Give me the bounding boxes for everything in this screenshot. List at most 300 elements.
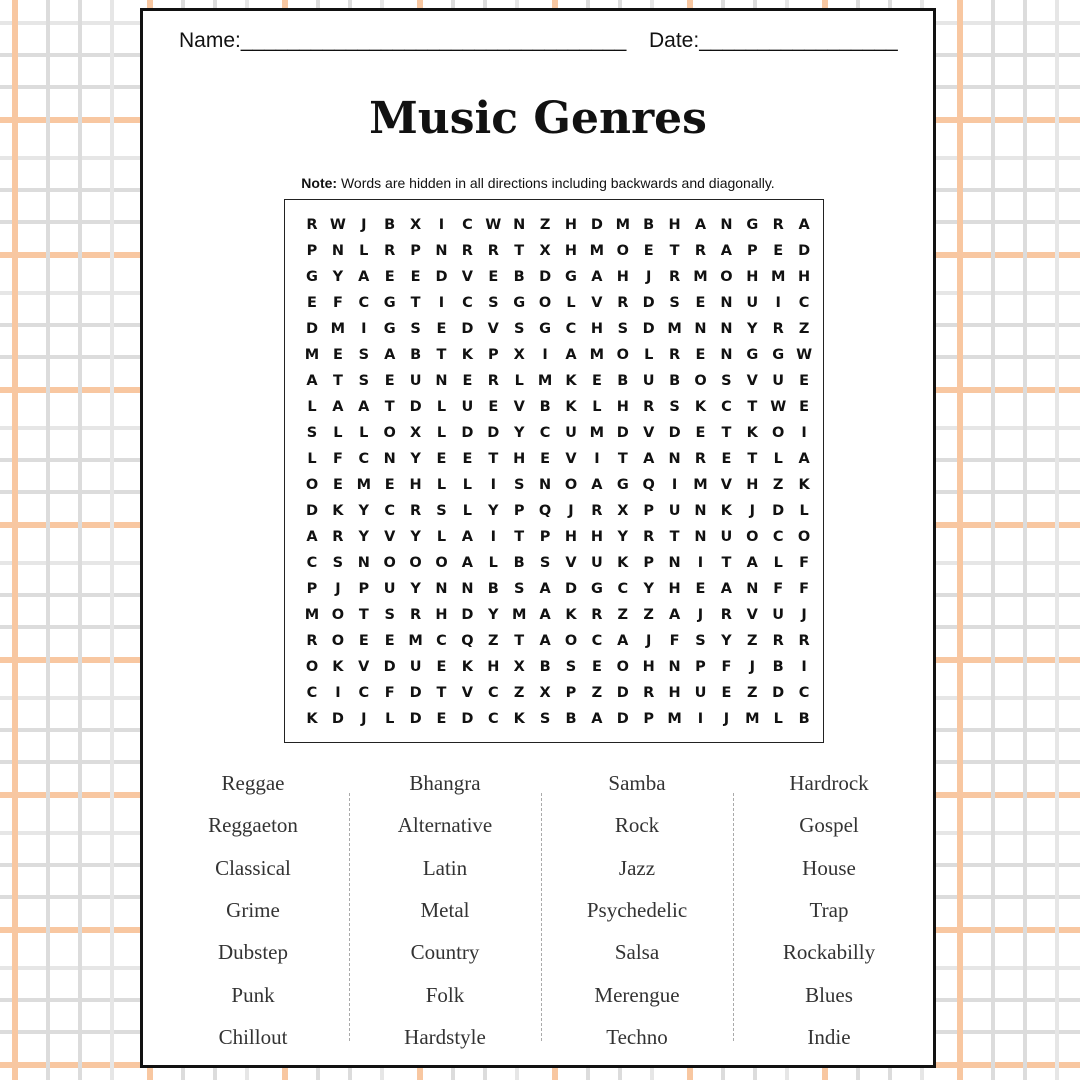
grid-letter[interactable]: E [488,269,499,285]
grid-letter[interactable]: V [565,451,577,467]
grid-letter[interactable]: M [408,633,423,649]
grid-letter[interactable]: D [772,503,785,519]
grid-letter[interactable]: G [539,321,552,337]
grid-letter[interactable]: J [723,711,730,727]
grid-letter[interactable]: U [746,295,759,311]
grid-letter[interactable]: E [799,399,810,415]
grid-letter[interactable]: H [435,607,448,623]
grid-letter[interactable]: G [383,321,396,337]
grid-letter[interactable]: Y [410,529,421,545]
grid-letter[interactable]: U [720,529,733,545]
grid-letter[interactable]: S [436,503,447,519]
grid-letter[interactable]: O [383,425,396,441]
grid-letter[interactable]: E [773,243,784,259]
grid-letter[interactable]: S [539,555,551,571]
grid-letter[interactable]: L [644,347,654,363]
grid-letter[interactable]: D [409,685,422,701]
grid-letter[interactable]: E [462,373,473,389]
grid-letter[interactable]: A [306,529,318,545]
grid-letter[interactable]: D [305,321,319,337]
grid-letter[interactable]: M [693,477,708,493]
grid-letter[interactable]: A [694,217,707,233]
grid-letter[interactable]: C [462,295,473,311]
grid-letter[interactable]: C [617,581,629,597]
grid-letter[interactable]: D [668,425,681,441]
grid-letter[interactable]: P [306,243,318,259]
grid-letter[interactable]: K [461,347,474,363]
grid-letter[interactable]: S [384,607,395,623]
grid-letter[interactable]: F [799,581,810,597]
grid-letter[interactable]: D [435,269,448,285]
grid-letter[interactable]: O [305,659,319,675]
grid-letter[interactable]: E [384,269,395,285]
grid-letter[interactable]: V [720,477,732,493]
grid-letter[interactable]: E [384,477,395,493]
grid-letter[interactable]: W [485,217,502,233]
grid-letter[interactable]: N [435,243,448,259]
grid-letter[interactable]: V [513,399,525,415]
grid-letter[interactable]: B [772,659,784,675]
grid-letter[interactable]: I [697,711,704,727]
grid-letter[interactable]: R [669,347,681,363]
grid-letter[interactable]: C [384,503,396,519]
grid-letter[interactable]: E [695,347,706,363]
grid-letter[interactable]: L [462,477,473,493]
grid-letter[interactable]: H [616,399,629,415]
grid-letter[interactable]: R [669,269,681,285]
grid-letter[interactable]: N [461,581,474,597]
grid-letter[interactable]: J [697,607,704,623]
grid-letter[interactable]: R [591,503,603,519]
grid-letter[interactable]: K [720,503,733,519]
grid-letter[interactable]: P [410,243,421,259]
grid-letter[interactable]: D [539,269,552,285]
grid-letter[interactable]: C [462,217,473,233]
grid-letter[interactable]: Y [358,529,370,545]
grid-letter[interactable]: T [488,451,499,467]
grid-letter[interactable]: E [721,685,732,701]
grid-letter[interactable]: K [306,711,318,727]
grid-letter[interactable]: O [616,243,629,259]
grid-letter[interactable]: O [383,555,396,571]
grid-letter[interactable]: U [772,607,785,623]
grid-letter[interactable]: E [591,373,602,389]
grid-letter[interactable]: E [307,295,317,311]
grid-letter[interactable]: V [565,555,577,571]
grid-letter[interactable]: K [617,555,629,571]
grid-letter[interactable]: O [694,373,707,389]
grid-letter[interactable]: B [617,373,629,389]
grid-letter[interactable]: M [667,711,682,727]
grid-letter[interactable]: W [770,399,787,415]
grid-letter[interactable]: O [564,633,578,649]
grid-letter[interactable]: F [773,581,784,597]
grid-letter[interactable]: Y [747,321,758,337]
grid-letter[interactable]: T [384,399,395,415]
grid-letter[interactable]: T [514,633,525,649]
grid-letter[interactable]: T [617,451,628,467]
grid-letter[interactable]: I [438,217,445,233]
grid-letter[interactable]: H [564,243,578,259]
grid-letter[interactable]: U [772,373,785,389]
grid-letter[interactable]: B [643,217,655,233]
grid-letter[interactable]: F [669,633,680,649]
grid-letter[interactable]: N [539,477,552,493]
grid-letter[interactable]: U [383,581,396,597]
grid-letter[interactable]: L [307,399,317,415]
grid-letter[interactable]: R [306,217,318,233]
grid-letter[interactable]: S [669,399,680,415]
grid-letter[interactable]: P [306,581,318,597]
grid-letter[interactable]: B [487,581,499,597]
grid-letter[interactable]: U [591,555,603,571]
grid-letter[interactable]: Y [358,503,370,519]
grid-letter[interactable]: C [591,633,603,649]
grid-letter[interactable]: K [565,607,577,623]
grid-letter[interactable]: X [410,425,422,441]
grid-letter[interactable]: E [384,633,395,649]
grid-letter[interactable]: B [669,373,681,389]
grid-letter[interactable]: E [695,295,706,311]
grid-letter[interactable]: A [720,581,732,597]
grid-letter[interactable]: R [772,217,784,233]
grid-letter[interactable]: I [801,425,807,441]
grid-letter[interactable]: L [773,451,783,467]
grid-letter[interactable]: A [798,217,810,233]
grid-letter[interactable]: H [409,477,422,493]
grid-letter[interactable]: H [513,451,526,467]
grid-letter[interactable]: R [643,529,655,545]
grid-letter[interactable]: L [436,529,447,545]
grid-letter[interactable]: H [590,321,603,337]
grid-letter[interactable]: V [643,425,655,441]
grid-letter[interactable]: S [410,321,421,337]
grid-letter[interactable]: X [410,217,422,233]
grid-letter[interactable]: N [720,295,733,311]
grid-letter[interactable]: N [720,347,733,363]
grid-letter[interactable]: O [538,295,552,311]
grid-letter[interactable]: J [749,659,755,675]
grid-letter[interactable]: N [668,451,681,467]
grid-letter[interactable]: L [333,425,343,441]
grid-letter[interactable]: S [358,373,370,389]
grid-letter[interactable]: K [746,425,758,441]
grid-letter[interactable]: T [332,373,343,389]
grid-letter[interactable]: B [539,659,551,675]
grid-letter[interactable]: N [720,321,733,337]
grid-letter[interactable]: N [383,451,396,467]
grid-letter[interactable]: I [335,685,341,701]
grid-letter[interactable]: D [798,243,811,259]
grid-letter[interactable]: X [539,243,551,259]
grid-letter[interactable]: K [565,373,577,389]
grid-letter[interactable]: C [772,529,784,545]
grid-letter[interactable]: C [306,685,318,701]
grid-letter[interactable]: L [359,243,369,259]
grid-letter[interactable]: M [511,607,527,623]
grid-letter[interactable]: L [566,295,576,311]
grid-letter[interactable]: B [384,217,396,233]
grid-letter[interactable]: F [799,555,810,571]
grid-letter[interactable]: G [772,347,785,363]
grid-letter[interactable]: R [643,685,655,701]
grid-letter[interactable]: E [540,451,551,467]
grid-letter[interactable]: T [514,529,525,545]
grid-letter[interactable]: V [461,685,473,701]
grid-letter[interactable]: E [462,451,473,467]
grid-letter[interactable]: C [798,295,810,311]
grid-letter[interactable]: K [461,659,474,675]
grid-letter[interactable]: C [565,321,577,337]
grid-letter[interactable]: M [356,477,372,493]
grid-letter[interactable]: S [358,347,370,363]
grid-letter[interactable]: A [539,581,551,597]
grid-letter[interactable]: J [568,503,574,519]
grid-letter[interactable]: B [513,269,525,285]
grid-letter[interactable]: T [669,243,680,259]
grid-letter[interactable]: R [461,243,473,259]
grid-letter[interactable]: D [616,711,629,727]
grid-letter[interactable]: L [307,451,317,467]
grid-letter[interactable]: B [539,399,551,415]
grid-letter[interactable]: P [643,503,654,519]
grid-letter[interactable]: S [332,555,344,571]
grid-letter[interactable]: G [513,295,526,311]
grid-letter[interactable]: H [668,581,681,597]
grid-letter[interactable]: I [671,477,678,493]
grid-letter[interactable]: R [643,399,655,415]
grid-letter[interactable]: G [565,269,577,285]
grid-letter[interactable]: D [409,399,422,415]
grid-letter[interactable]: V [461,269,473,285]
grid-letter[interactable]: G [616,477,629,493]
grid-letter[interactable]: S [669,295,680,311]
grid-letter[interactable]: E [436,451,447,467]
grid-letter[interactable]: S [513,321,525,337]
grid-letter[interactable]: R [694,451,707,467]
grid-letter[interactable]: Z [539,217,551,233]
grid-letter[interactable]: N [435,373,448,389]
grid-letter[interactable]: A [746,555,758,571]
grid-letter[interactable]: O [746,529,759,545]
grid-letter[interactable]: A [668,607,681,623]
grid-letter[interactable]: M [667,321,682,337]
grid-letter[interactable]: L [462,503,473,519]
grid-letter[interactable]: B [410,347,422,363]
grid-letter[interactable]: K [513,711,525,727]
grid-letter[interactable]: N [435,581,448,597]
grid-letter[interactable]: R [487,243,499,259]
grid-letter[interactable]: M [589,425,605,441]
grid-letter[interactable]: Z [747,685,758,701]
grid-letter[interactable]: H [746,477,759,493]
grid-letter[interactable]: S [488,295,499,311]
grid-letter[interactable]: Y [617,529,629,545]
grid-letter[interactable]: H [616,269,629,285]
grid-letter[interactable]: T [721,425,732,441]
grid-letter[interactable]: T [747,399,758,415]
grid-letter[interactable]: Y [332,269,344,285]
grid-letter[interactable]: L [488,555,498,571]
grid-letter[interactable]: Z [513,685,525,701]
grid-letter[interactable]: P [695,659,706,675]
grid-letter[interactable]: H [564,217,578,233]
grid-letter[interactable]: I [594,451,600,467]
grid-letter[interactable]: V [384,529,396,545]
grid-letter[interactable]: D [305,503,319,519]
grid-letter[interactable]: Y [410,581,421,597]
grid-letter[interactable]: S [565,659,577,675]
grid-letter[interactable]: N [357,555,370,571]
grid-letter[interactable]: D [590,217,603,233]
grid-letter[interactable]: G [306,269,318,285]
grid-letter[interactable]: P [746,243,758,259]
grid-letter[interactable]: M [589,347,605,363]
grid-letter[interactable]: N [331,243,344,259]
grid-letter[interactable]: E [332,477,343,493]
grid-letter[interactable]: N [694,321,707,337]
grid-letter[interactable]: O [772,425,785,441]
grid-letter[interactable]: Y [488,503,499,519]
grid-letter[interactable]: S [617,321,629,337]
grid-letter[interactable]: O [435,555,448,571]
grid-letter[interactable]: A [539,607,551,623]
grid-letter[interactable]: R [384,243,396,259]
grid-letter[interactable]: X [539,685,551,701]
grid-letter[interactable]: A [384,347,396,363]
grid-letter[interactable]: J [801,607,807,623]
grid-letter[interactable]: I [801,659,807,675]
grid-letter[interactable]: X [513,347,525,363]
grid-letter[interactable]: Y [721,633,732,649]
grid-letter[interactable]: V [358,659,370,675]
grid-letter[interactable]: N [746,581,759,597]
grid-letter[interactable]: U [642,373,655,389]
grid-letter[interactable]: V [487,321,499,337]
grid-letter[interactable]: D [331,711,344,727]
grid-letter[interactable]: R [798,633,810,649]
grid-letter[interactable]: R [410,607,422,623]
grid-letter[interactable]: D [564,581,578,597]
grid-letter[interactable]: G [746,217,759,233]
grid-letter[interactable]: E [436,321,447,337]
grid-letter[interactable]: F [332,295,343,311]
grid-letter[interactable]: M [745,711,760,727]
grid-letter[interactable]: R [487,373,499,389]
grid-letter[interactable]: A [720,243,732,259]
grid-letter[interactable]: S [513,581,525,597]
grid-letter[interactable]: C [436,633,447,649]
grid-letter[interactable]: F [721,659,732,675]
grid-letter[interactable]: S [306,425,318,441]
grid-letter[interactable]: P [565,685,577,701]
grid-letter[interactable]: X [617,503,629,519]
grid-letter[interactable]: C [487,711,499,727]
grid-letter[interactable]: D [616,685,629,701]
grid-letter[interactable]: Q [642,477,655,493]
grid-letter[interactable]: I [542,347,548,363]
grid-letter[interactable]: T [747,451,758,467]
grid-letter[interactable]: I [438,295,445,311]
grid-letter[interactable]: H [590,529,603,545]
grid-letter[interactable]: J [361,711,367,727]
grid-letter[interactable]: G [746,347,759,363]
grid-letter[interactable]: N [668,659,681,675]
grid-letter[interactable]: D [383,659,396,675]
grid-letter[interactable]: S [513,477,525,493]
grid-letter[interactable]: C [358,685,370,701]
grid-letter[interactable]: A [591,477,603,493]
grid-letter[interactable]: M [330,321,346,337]
grid-letter[interactable]: B [513,555,525,571]
grid-letter[interactable]: P [513,503,525,519]
grid-letter[interactable]: C [358,295,370,311]
grid-letter[interactable]: H [798,269,811,285]
grid-letter[interactable]: Z [772,477,784,493]
grid-letter[interactable]: R [720,607,732,623]
grid-letter[interactable]: E [332,347,343,363]
grid-letter[interactable]: D [616,425,629,441]
grid-letter[interactable]: C [539,425,551,441]
grid-letter[interactable]: F [384,685,395,701]
grid-letter[interactable]: L [436,477,447,493]
grid-letter[interactable]: C [358,451,370,467]
grid-letter[interactable]: S [721,373,732,389]
grid-letter[interactable]: N [513,217,526,233]
grid-letter[interactable]: E [643,243,654,259]
grid-letter[interactable]: L [592,399,602,415]
grid-letter[interactable]: J [645,633,652,649]
grid-letter[interactable]: R [306,633,318,649]
grid-letter[interactable]: H [642,659,655,675]
grid-letter[interactable]: K [798,477,810,493]
grid-letter[interactable]: Y [643,581,654,597]
grid-letter[interactable]: K [694,399,707,415]
grid-letter[interactable]: O [331,607,345,623]
grid-letter[interactable]: D [642,321,655,337]
grid-letter[interactable]: Q [538,503,552,519]
grid-letter[interactable]: E [384,373,395,389]
grid-letter[interactable]: G [383,295,396,311]
grid-letter[interactable]: N [694,503,707,519]
grid-letter[interactable]: U [565,425,577,441]
grid-letter[interactable]: U [409,659,422,675]
grid-letter[interactable]: N [668,555,681,571]
grid-letter[interactable]: P [643,711,654,727]
grid-letter[interactable]: A [461,555,473,571]
grid-letter[interactable]: Z [798,321,810,337]
grid-letter[interactable]: O [331,633,345,649]
grid-letter[interactable]: A [306,373,318,389]
grid-letter[interactable]: N [694,529,707,545]
grid-letter[interactable]: O [616,347,629,363]
grid-letter[interactable]: I [775,295,781,311]
grid-letter[interactable]: O [616,659,629,675]
grid-letter[interactable]: M [615,217,631,233]
grid-letter[interactable]: S [539,711,551,727]
grid-letter[interactable]: F [332,451,343,467]
grid-letter[interactable]: V [746,607,758,623]
grid-letter[interactable]: G [590,581,603,597]
grid-letter[interactable]: E [436,711,447,727]
grid-letter[interactable]: S [695,633,706,649]
grid-letter[interactable]: I [490,529,496,545]
grid-letter[interactable]: L [385,711,395,727]
grid-letter[interactable]: P [358,581,370,597]
grid-letter[interactable]: Z [747,633,758,649]
grid-letter[interactable]: E [358,633,369,649]
grid-letter[interactable]: E [436,659,447,675]
